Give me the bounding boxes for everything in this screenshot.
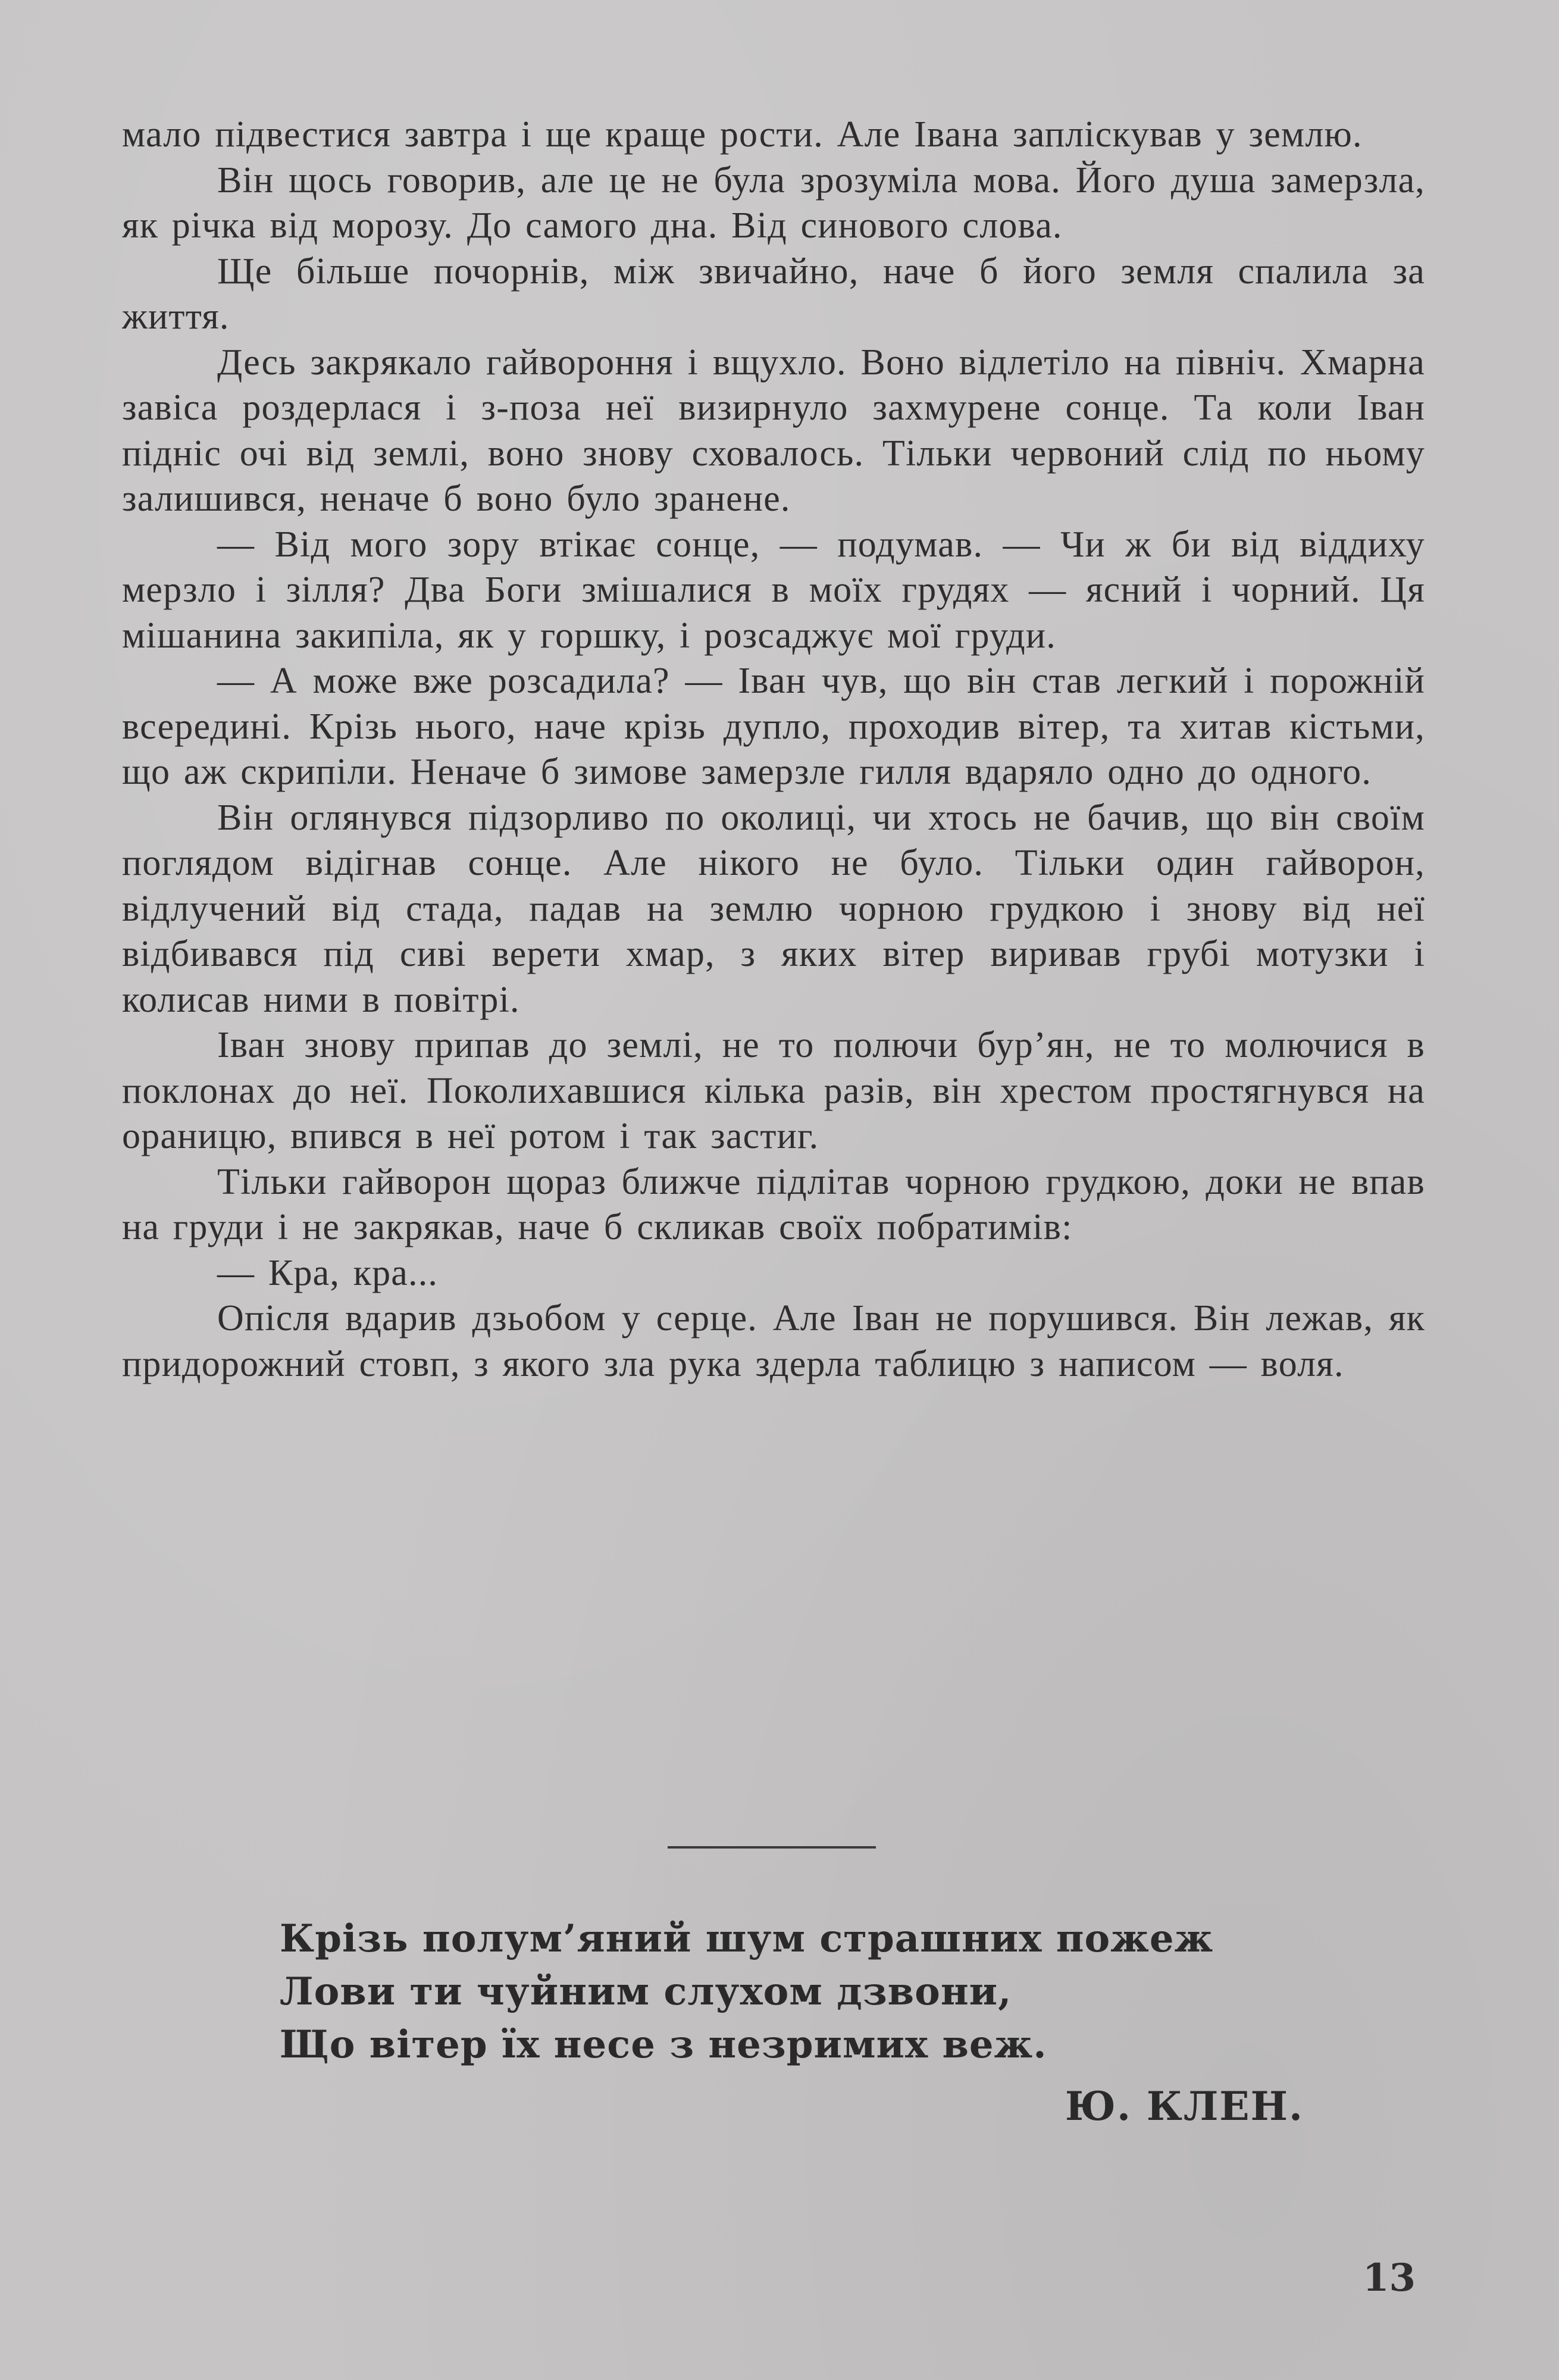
prose-body bbox=[122, 112, 1425, 1387]
poem-author: Ю. КЛЕН. bbox=[1065, 2083, 1304, 2129]
epigraph-poem bbox=[280, 1912, 1351, 2071]
paragraph: Ще більше почорнів, між звичайно, наче б його земля спалила за життя. bbox=[122, 251, 1425, 337]
paragraph: — Від мого зору втікає сонце, — подумав. — Чи ж би від віддиху мерзло і зілля? Два Боги змішалися в моїх грудях — ясний і чорний. Ця мішанина закипіла, як у горшку, і розсаджує мої груди. bbox=[122, 524, 1425, 656]
paragraph: — А може вже розсадила? — Іван чув, що він став легкий і порожній всередині. Крізь нього, наче крізь дупло, проходив вітер, та хитав кістьми, що аж скрипіли. Неначе б зимове замерзле гилля вдаряло одно до одного. bbox=[122, 661, 1425, 792]
section-divider bbox=[668, 1846, 876, 1849]
paragraph: Іван знову припав до землі, не то полючи бур’ян, не то молючися в поклонах до неї. Поколихавшися кілька разів, він хрестом простягнувся на ораницю, впився в неї ротом і так застиг. bbox=[122, 1025, 1425, 1156]
paragraph: Він щось говорив, але це не була зрозуміла мова. Його душа замерзла, як річка від морозу. До самого дна. Від синового слова. bbox=[122, 159, 1425, 246]
paragraph: мало підвестися завтра і ще краще рости. Але Івана запліскував у землю. bbox=[122, 114, 1363, 155]
paragraph: Він оглянувся підзорливо по околиці, чи хтось не бачив, що він своїм поглядом відігнав сонце. Але нікого не було. Тільки один гайворон, відлучений від стада, падав на землю чорною грудкою і знову від неї відбивався під сиві верети хмар, з яких вітер виривав грубі мотузки і колисав ними в повітрі. bbox=[122, 797, 1425, 1020]
paragraph: Десь закрякало гайвороння і вщухло. Воно відлетіло на північ. Хмарна завіса роздерлася і з-поза неї визирнуло захмурене сонце. Та коли Іван підніс очі від землі, воно знову сховалось. Тільки червоний слід по ньому залишився, неначе б воно було зранене. bbox=[122, 342, 1425, 519]
poem-line: Що вітер їх несе з незримих веж. bbox=[280, 2022, 1047, 2067]
paragraph: Опісля вдарив дзьобом у серце. Але Іван не порушився. Він лежав, як придорожний стовп, з якого зла рука здерла таблицю з написом — воля. bbox=[122, 1298, 1425, 1384]
poem-line: Лови ти чуйним слухом дзвони, bbox=[280, 1969, 1012, 2014]
paragraph: — Кра, кра... bbox=[217, 1252, 439, 1293]
paragraph: Тільки гайворон щораз ближче підлітав чорною грудкою, доки не впав на груди і не закрякав, наче б скликав своїх побратимів: bbox=[122, 1161, 1425, 1247]
poem-line: Крізь полум’яний шум страшних пожеж bbox=[280, 1916, 1214, 1961]
page-number: 13 bbox=[1363, 2256, 1416, 2300]
